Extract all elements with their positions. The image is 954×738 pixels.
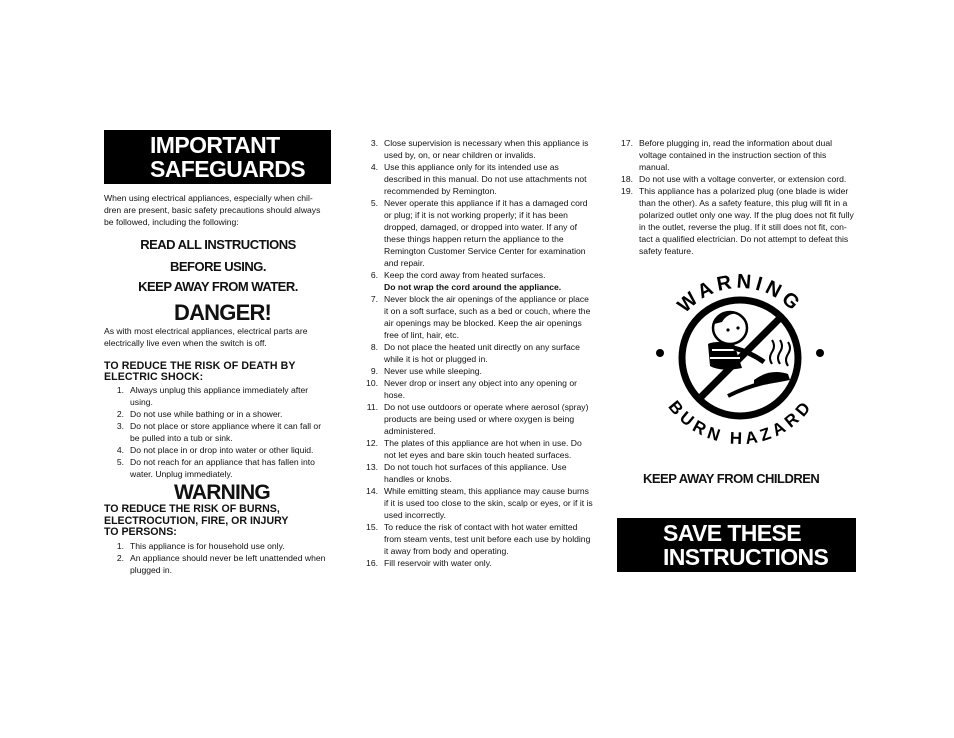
left-column [104,130,332,576]
item-number: 9. [370,366,378,376]
item-number: 5. [116,457,124,467]
intro-line: dren are present, basic safety precautions should always [104,205,321,215]
item-text: While emitting steam, this appliance may cause burns if it is used too close to the skin, scalp or eyes, or if it is used incorrectly. [384,486,593,520]
list-item [104,408,332,420]
item-text-regular: Keep the cord away from heated surfaces. [384,270,546,280]
item-text: Do not reach for an appliance that has fallen into water. Unplug immediately. [130,457,315,479]
burns-line-3: TO PERSONS: [104,526,177,538]
item-number: 12. [366,438,378,448]
item-text: This appliance is for household use only. [130,540,285,551]
item-text: Never use while sleeping. [384,366,482,376]
read-line-1: READ ALL INSTRUCTIONS [140,237,296,252]
list-item [362,401,594,437]
item-text: Fill reservoir with water only. [384,558,492,568]
list-item [104,420,332,444]
item-text: Do not touch hot surfaces of this appliance. Use handles or knobs. [384,462,567,484]
item-text: Do not use outdoors or operate where aerosol (spray) products are being used or where oxygen is being administered. [384,402,589,436]
list-item [617,173,857,185]
item-number: 16. [366,558,378,568]
read-line-2: BEFORE USING. [169,259,267,274]
safeguards-list-final [617,137,857,257]
list-item [362,521,594,557]
item-number: 10. [366,378,378,388]
danger-text [104,325,332,349]
list-item [617,137,857,173]
burns-line-2: ELECTROCUTION, FIRE, OR INJURY [104,514,289,527]
read-instructions-heading [104,235,332,297]
save-line-2: INSTRUCTIONS [663,544,829,570]
item-number: 1. [116,385,124,395]
banner-line-2: SAFEGUARDS [150,156,306,182]
item-number: 15. [366,522,378,532]
list-item [362,161,594,197]
list-item [104,552,332,576]
list-item [362,437,594,461]
item-number: 13. [366,462,378,472]
list-item [104,456,332,480]
item-text: An appliance should never be left unattended when plugged in. [130,552,326,575]
item-number: 11. [366,402,378,412]
list-item [362,377,594,401]
warning-heading: WARNING [174,481,270,504]
important-safeguards-banner [104,130,331,184]
list-item [362,137,594,161]
item-text: The plates of this appliance are hot when in use. Do not let eyes and bare skin touch heated surfaces. [384,438,582,460]
list-item [362,365,594,377]
danger-line: electrically live even when the switch is off. [104,338,267,348]
item-number: 14. [366,486,378,496]
item-text: Close supervision is necessary when this appliance is used by, on, or near children or invalids. [384,138,589,160]
item-number: 18. [621,174,633,184]
middle-column [362,136,594,569]
sign-bottom-text [665,397,816,448]
item-text: Before plugging in, read the information about dual voltage contained in the instruction section of this manual. [639,138,833,172]
safeguards-list-continued [362,137,594,569]
list-item [362,485,594,521]
item-number: 8. [370,342,378,352]
item-number: 4. [116,445,124,455]
intro-line: When using electrical appliances, especially when chil- [104,193,313,203]
burns-heading [104,504,332,539]
shock-line-2: ELECTRIC SHOCK: [104,371,204,383]
item-text: Always unplug this appliance immediately after using. [130,385,309,407]
sign-bottom-path: BURN HAZARD [664,397,816,448]
list-item [104,384,332,408]
item-number: 3. [370,138,378,148]
item-number: 19. [621,186,633,196]
list-item [362,269,594,293]
item-number: 7. [370,294,378,304]
list-item [362,341,594,365]
item-text-bold: Do not wrap the cord around the appliance. [384,282,562,292]
item-number: 6. [370,270,378,280]
burns-list [104,540,332,576]
list-item [104,444,332,456]
item-number: 1. [116,540,124,551]
sign-top-path: WARNING [673,270,807,318]
sign-top-text [674,271,807,318]
shock-list [104,384,332,480]
item-text: Do not use while bathing or in a shower. [130,409,283,419]
item-number: 3. [116,421,124,431]
right-column [617,136,857,257]
intro-line: be followed, including the following: [104,217,239,227]
list-item [104,540,332,552]
save-line-1: SAVE THESE [663,520,801,546]
danger-line: As with most electrical appliances, electrical parts are [104,326,308,336]
item-number: 2. [116,409,124,419]
list-item [362,197,594,269]
item-number: 4. [370,162,378,172]
shock-heading [104,361,332,383]
item-text: Never block the air openings of the appliance or place it on a soft surface, such as a bed or couch, where the air openings may be blocked. Keep the air openings free of lint, hair, etc. [384,294,591,340]
item-number: 5. [370,198,378,208]
intro-text [104,192,326,228]
list-item [362,461,594,485]
list-item [362,557,594,569]
item-text: Do not place or store appliance where it can fall or be pulled into a tub or sink. [130,421,322,443]
list-item [617,185,857,257]
list-item [362,293,594,341]
item-text [384,269,594,293]
burns-line-1: TO REDUCE THE RISK OF BURNS, [104,503,280,515]
item-text: Use this appliance only for its intended use as described in this manual. Do not use attachments not recommended by Remington. [384,162,587,196]
item-number: 2. [116,552,124,563]
keep-away-from-children: KEEP AWAY FROM CHILDREN [643,471,820,486]
item-text: Never operate this appliance if it has a damaged cord or plug; if it is not working properly; if it has been dropped, damaged, or dropped into water. If any of these things happen return the appliance to the Remington Customer Service Center for examination and repair. [384,198,588,268]
item-text: To reduce the risk of contact with hot water emitted from steam vents, test unit before each use by holding it away from body and operating. [384,522,591,556]
burn-hazard-sign-icon [650,268,830,448]
banner-line-1: IMPORTANT [150,132,280,158]
shock-line-1: TO REDUCE THE RISK OF DEATH BY [104,360,296,372]
item-text: Do not place the heated unit directly on any surface while it is hot or plugged in. [384,342,580,364]
item-text: Do not place in or drop into water or other liquid. [130,445,314,455]
item-number: 17. [621,138,633,148]
item-text: Do not use with a voltage converter, or extension cord. [639,174,847,184]
item-text: Never drop or insert any object into any opening or hose. [384,378,577,400]
save-instructions-banner [617,518,856,572]
danger-heading: DANGER! [174,300,272,325]
item-text: This appliance has a polarized plug (one blade is wider than the other). As a safety feature, this plug will fit in a polarized outlet only one way. If the plug does not fit fully in the outlet, reverse the plug. If it still does not fit, con- tact a qualified electrician. Do not attempt to defeat this safety feature. [639,186,854,256]
read-line-3: KEEP AWAY FROM WATER. [138,279,298,294]
